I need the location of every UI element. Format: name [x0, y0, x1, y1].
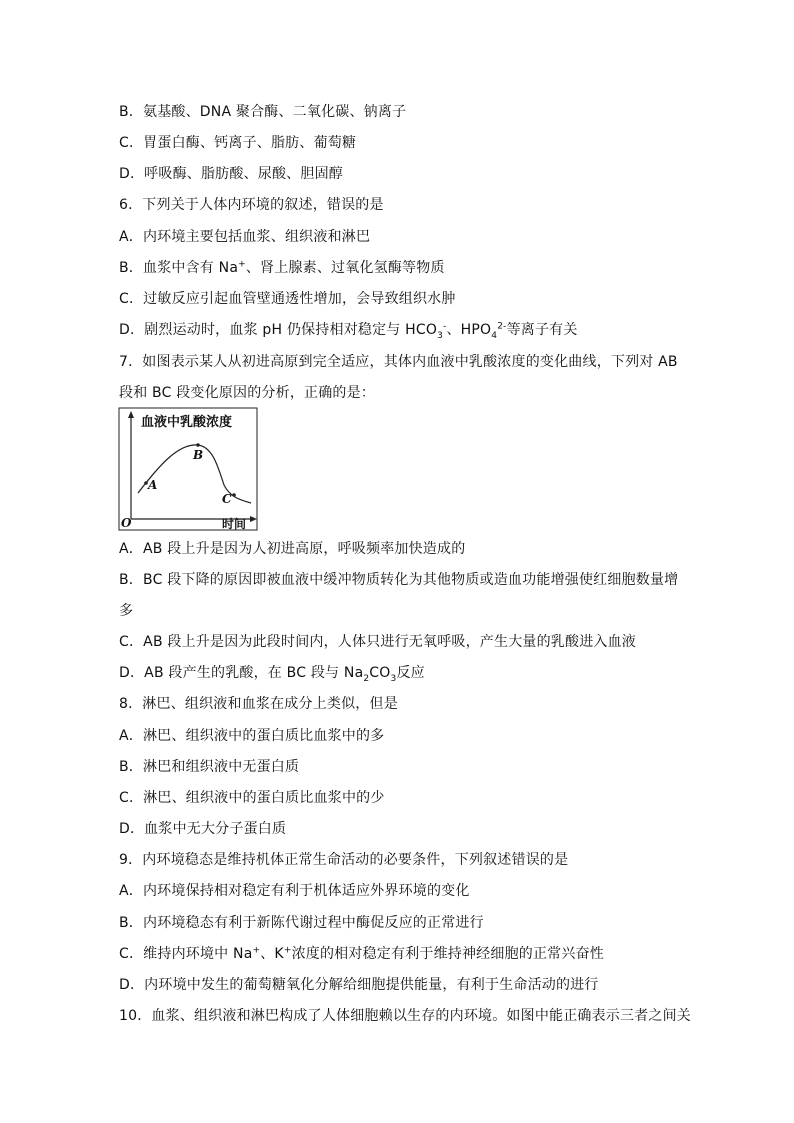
figure-xlabel: 时间: [222, 517, 247, 531]
question-7-line2: 段和 BC 段变化原因的分析，正确的是：: [119, 385, 376, 401]
figure-ylabel: 血液中乳酸浓度: [141, 415, 233, 430]
option-6a: A．内环境主要包括血浆、组织液和淋巴: [119, 229, 371, 245]
origin-label: O: [121, 516, 132, 530]
question-6: 6．下列关于人体内环境的叙述，错误的是: [119, 197, 384, 213]
option-9b: B．内环境稳态有利于新陈代谢过程中酶促反应的正常进行: [119, 915, 484, 931]
point-b-label: B: [193, 448, 204, 462]
option-8b: B．淋巴和组织液中无蛋白质: [119, 759, 300, 775]
option-9a: A．内环境保持相对稳定有利于机体适应外界环境的变化: [119, 883, 470, 899]
option-6d: D．剧烈运动时，血浆 pH 仍保持相对稳定与 $HCO_3^-$、$HPO_4^{2-}$等离子有关: [119, 321, 578, 341]
option-8c: C．淋巴、组织液中的蛋白质比血浆中的少: [119, 790, 385, 806]
point-b-marker: [196, 443, 200, 447]
option-5c: C．胃蛋白酶、钙离子、脂肪、葡萄糖: [119, 135, 357, 151]
option-8a: A．淋巴、组织液中的蛋白质比血浆中的多: [119, 728, 385, 744]
option-8d: D．血浆中无大分子蛋白质: [119, 821, 287, 837]
question-7-line1: 7．如图表示某人从初进高原到完全适应，其体内血液中乳酸浓度的变化曲线，下列对 AB: [119, 354, 678, 370]
option-7b-line1: B．BC 段下降的原因即被血液中缓冲物质转化为其他物质或造血功能增强使红细胞数量增: [119, 572, 679, 588]
option-5d: D．呼吸酶、脂肪酸、尿酸、胆固醇: [119, 166, 343, 182]
option-9d: D．内环境中发生的葡萄糖氧化分解给细胞提供能量，有利于生命活动的进行: [119, 977, 599, 993]
option-7a: A．AB 段上升是因为人初进高原，呼吸频率加快造成的: [119, 541, 466, 557]
option-6c: C．过敏反应引起血管壁通透性增加，会导致组织水肿: [119, 291, 456, 307]
question-10: 10．血浆、组织液和淋巴构成了人体细胞赖以生存的内环境。如图中能正确表示三者之间关: [119, 1008, 692, 1024]
point-c-marker: [232, 493, 236, 497]
option-7c: C．AB 段上升是因为此段时间内，人体只进行无氧呼吸，产生大量的乳酸进入血液: [119, 634, 637, 650]
y-axis-arrow: [128, 411, 134, 418]
option-7b-line2: 多: [119, 603, 134, 619]
question-9: 9．内环境稳态是维持机体正常生命活动的必要条件，下列叙述错误的是: [119, 852, 569, 868]
point-c-label: C: [222, 492, 232, 506]
question-8: 8．淋巴、组织液和血浆在成分上类似，但是: [119, 696, 398, 712]
point-a-label: A: [148, 478, 158, 492]
option-9c: C．维持内环境中 Na+、K+浓度的相对稳定有利于维持神经细胞的正常兴奋性: [119, 945, 604, 962]
lactic-acid-figure: [118, 407, 258, 531]
option-6b: B．血浆中含有 Na+、肾上腺素、过氧化氢酶等物质: [119, 259, 445, 276]
x-axis-arrow: [250, 516, 257, 522]
option-5b: B．氨基酸、DNA 聚合酶、二氧化碳、钠离子: [119, 104, 407, 120]
lactic-acid-curve-svg: [118, 407, 258, 531]
option-7d: D．AB 段产生的乳酸，在 BC 段与 $Na_2CO_3$反应: [119, 665, 425, 684]
